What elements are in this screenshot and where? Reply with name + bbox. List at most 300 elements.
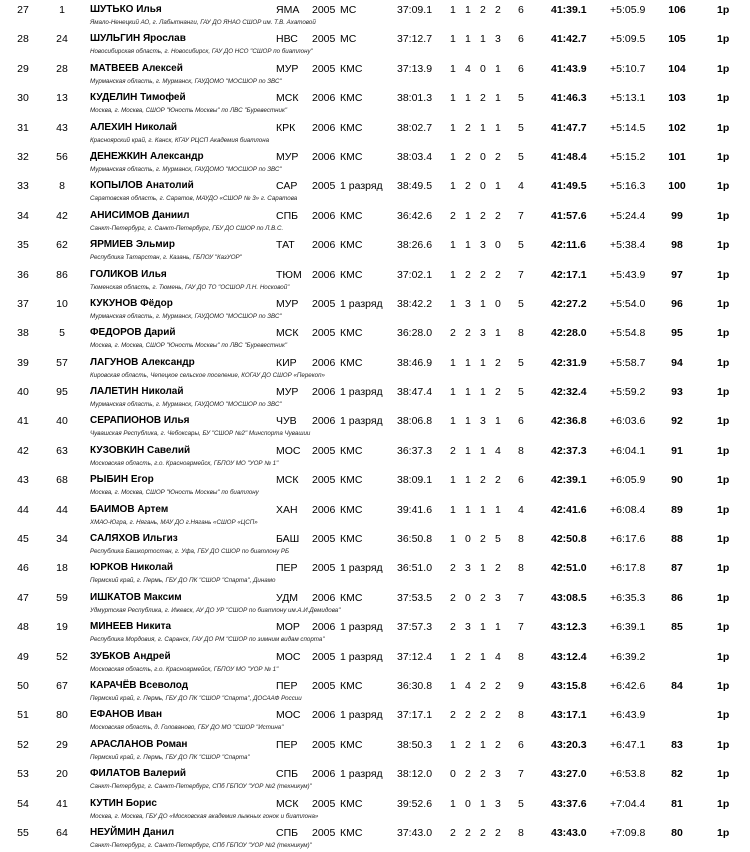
place-cell: 37 <box>17 297 29 310</box>
table-row <box>0 235 750 264</box>
bib-cell: 8 <box>59 180 65 193</box>
shooting-stage-misses: 1 <box>450 503 456 516</box>
shooting-stage-misses: 2 <box>450 826 456 839</box>
penalty-total-cell: 6 <box>518 474 524 487</box>
shooting-stage-misses: 2 <box>495 679 501 692</box>
result-time-cell: 41:48.4 <box>551 150 587 163</box>
region-cell: СПБ <box>276 768 299 781</box>
shooting-stage-misses: 1 <box>465 356 471 369</box>
club-info: Ямало-Ненецкий АО, г. Лабытнанги, ГАУ ДО ЯНАО СШОР им. Т.В. Ахатовой <box>90 19 316 26</box>
points-cell: 90 <box>671 474 683 487</box>
shooting-stage-misses: 0 <box>480 180 486 193</box>
athlete-name: МАТВЕЕВ Алексей <box>90 62 183 74</box>
table-row <box>0 617 750 646</box>
result-time-cell: 43:43.0 <box>551 826 587 839</box>
table-row <box>0 735 750 764</box>
category-cell: 1р <box>717 209 730 222</box>
penalty-total-cell: 5 <box>518 797 524 810</box>
shooting-stage-misses: 2 <box>480 768 486 781</box>
region-cell: БАШ <box>276 533 300 546</box>
points-cell: 104 <box>668 62 686 75</box>
table-row <box>0 411 750 440</box>
table-row <box>0 0 750 29</box>
bib-cell: 67 <box>56 679 68 692</box>
club-info: Москва, г. Москва, СШОР "Юность Москвы" по ЛВС "Буревестник" <box>90 342 288 350</box>
athlete-name: ФЕДОРОВ Дарий <box>90 327 176 339</box>
shooting-misses <box>450 592 510 604</box>
region-cell: КИР <box>276 356 297 369</box>
birth-year-cell: 2006 <box>312 209 336 222</box>
points-cell: 105 <box>668 33 686 46</box>
penalty-total-cell: 7 <box>518 268 524 281</box>
sport-rank-cell: МС <box>340 33 357 46</box>
result-time-cell: 42:41.6 <box>551 503 587 516</box>
club-info: Пермский край, г. Пермь, ГБУ ДО ПК "СШОР "Спарта", Динамо <box>90 577 276 585</box>
table-row <box>0 265 750 294</box>
penalty-total-cell: 5 <box>518 386 524 399</box>
shooting-stage-misses: 1 <box>450 533 456 546</box>
bib-cell: 5 <box>59 327 65 340</box>
shooting-stage-misses: 3 <box>465 621 471 634</box>
birth-year-cell: 2005 <box>312 797 336 810</box>
points-cell: 89 <box>671 503 683 516</box>
shooting-stage-misses: 2 <box>465 150 471 163</box>
shooting-stage-misses: 3 <box>495 768 501 781</box>
birth-year-cell: 2006 <box>312 356 336 369</box>
bib-cell: 24 <box>56 33 68 46</box>
athlete-name: ИШКАТОВ Максим <box>90 591 182 603</box>
athlete-name: КУКУНОВ Фёдор <box>90 297 173 309</box>
shooting-misses <box>450 180 510 192</box>
shooting-stage-misses: 1 <box>480 621 486 634</box>
club-info: Новосибирская область, г. Новосибирск, ГАУ ДО НСО "СШОР по биатлону" <box>90 48 313 56</box>
time-gap-cell: +5:14.5 <box>610 121 646 134</box>
athlete-name: КУТИН Борис <box>90 797 157 809</box>
shooting-stage-misses: 0 <box>450 768 456 781</box>
category-cell: 1р <box>717 768 730 781</box>
penalty-total-cell: 6 <box>518 33 524 46</box>
shooting-misses <box>450 210 510 222</box>
sport-rank-cell: КМС <box>340 797 363 810</box>
place-cell: 41 <box>17 415 29 428</box>
birth-year-cell: 2006 <box>312 503 336 516</box>
region-cell: МСК <box>276 797 299 810</box>
course-time-cell: 37:17.1 <box>397 709 433 722</box>
region-cell: МСК <box>276 474 299 487</box>
club-info: Саратовская область, г. Саратов, МАУДО «СШОР № 3» г. Саратова <box>90 195 298 203</box>
shooting-stage-misses: 2 <box>495 709 501 722</box>
club-info: Республика Татарстан, г. Казань, ГБПОУ "КазУОР" <box>90 254 242 262</box>
time-gap-cell: +6:43.9 <box>610 709 646 722</box>
shooting-stage-misses: 2 <box>450 209 456 222</box>
category-cell: 1р <box>717 533 730 546</box>
result-time-cell: 42:36.8 <box>551 415 587 428</box>
penalty-total-cell: 4 <box>518 180 524 193</box>
sport-rank-cell: КМС <box>340 62 363 75</box>
shooting-stage-misses: 0 <box>480 150 486 163</box>
shooting-stage-misses: 0 <box>465 591 471 604</box>
table-row <box>0 88 750 117</box>
course-time-cell: 38:49.5 <box>397 180 433 193</box>
shooting-stage-misses: 2 <box>480 709 486 722</box>
bib-cell: 62 <box>56 239 68 252</box>
bib-cell: 64 <box>56 826 68 839</box>
time-gap-cell: +5:54.8 <box>610 327 646 340</box>
category-cell: 1р <box>717 826 730 839</box>
club-info: Санкт-Петербург, г. Санкт-Петербург, СПб ГБПОУ "УОР №2 (техникум)" <box>90 783 312 791</box>
shooting-stage-misses: 2 <box>450 709 456 722</box>
shooting-stage-misses: 2 <box>465 268 471 281</box>
sport-rank-cell: 1 разряд <box>340 415 383 428</box>
course-time-cell: 37:43.0 <box>397 826 433 839</box>
region-cell: МОС <box>276 650 301 663</box>
course-time-cell: 36:37.3 <box>397 444 433 457</box>
club-info: Санкт-Петербург, г. Санкт-Петербург, ГБУ ДО СШОР по Л.В.С. <box>90 224 284 232</box>
shooting-misses <box>450 798 510 810</box>
points-cell: 99 <box>671 209 683 222</box>
place-cell: 43 <box>17 474 29 487</box>
bib-cell: 13 <box>56 92 68 105</box>
category-cell: 1р <box>717 503 730 516</box>
shooting-stage-misses: 2 <box>480 474 486 487</box>
region-cell: КРК <box>276 121 296 134</box>
bib-cell: 10 <box>56 297 68 310</box>
shooting-stage-misses: 3 <box>480 415 486 428</box>
course-time-cell: 38:50.3 <box>397 738 433 751</box>
points-cell: 94 <box>671 356 683 369</box>
bib-cell: 34 <box>56 533 68 546</box>
place-cell: 34 <box>17 209 29 222</box>
category-cell: 1р <box>717 62 730 75</box>
points-cell: 92 <box>671 415 683 428</box>
penalty-total-cell: 8 <box>518 826 524 839</box>
bib-cell: 43 <box>56 121 68 134</box>
shooting-stage-misses: 1 <box>450 356 456 369</box>
club-info: Пермский край, г. Пермь, ГБУ ДО ПК "СШОР "Спарта" <box>90 753 250 761</box>
athlete-name: МИНЕЕВ Никита <box>90 621 172 633</box>
sport-rank-cell: КМС <box>340 209 363 222</box>
bib-cell: 28 <box>56 62 68 75</box>
shooting-misses <box>450 562 510 574</box>
shooting-stage-misses: 2 <box>465 709 471 722</box>
place-cell: 40 <box>17 386 29 399</box>
shooting-stage-misses: 1 <box>480 356 486 369</box>
shooting-stage-misses: 1 <box>450 33 456 46</box>
bib-cell: 68 <box>56 474 68 487</box>
shooting-stage-misses: 2 <box>480 268 486 281</box>
shooting-stage-misses: 4 <box>465 62 471 75</box>
result-time-cell: 42:31.9 <box>551 356 587 369</box>
sport-rank-cell: 1 разряд <box>340 709 383 722</box>
shooting-stage-misses: 1 <box>465 209 471 222</box>
birth-year-cell: 2005 <box>312 444 336 457</box>
time-gap-cell: +5:13.1 <box>610 92 646 105</box>
category-cell: 1р <box>717 297 730 310</box>
bib-cell: 63 <box>56 444 68 457</box>
sport-rank-cell: 1 разряд <box>340 650 383 663</box>
place-cell: 32 <box>17 150 29 163</box>
region-cell: СПБ <box>276 826 299 839</box>
table-row <box>0 588 750 617</box>
points-cell: 86 <box>671 591 683 604</box>
time-gap-cell: +5:16.3 <box>610 180 646 193</box>
bib-cell: 41 <box>56 797 68 810</box>
bib-cell: 57 <box>56 356 68 369</box>
athlete-name: КУЗОВКИН Савелий <box>90 444 191 456</box>
place-cell: 45 <box>17 533 29 546</box>
birth-year-cell: 2005 <box>312 738 336 751</box>
club-info: Кировская область, Чепецкое сельское поселение, КОГАУ ДО СШОР «Перекоп» <box>90 371 325 379</box>
shooting-stage-misses: 1 <box>450 386 456 399</box>
time-gap-cell: +6:04.1 <box>610 444 646 457</box>
athlete-name: ЮРКОВ Николай <box>90 562 174 574</box>
shooting-stage-misses: 2 <box>495 4 501 16</box>
time-gap-cell: +5:59.2 <box>610 386 646 399</box>
result-time-cell: 43:17.1 <box>551 709 587 722</box>
result-time-cell: 43:20.3 <box>551 738 587 751</box>
result-time-cell: 43:12.3 <box>551 621 587 634</box>
shooting-misses <box>450 327 510 339</box>
sport-rank-cell: 1 разряд <box>340 297 383 310</box>
penalty-total-cell: 6 <box>518 4 524 16</box>
club-info: Мурманская область, г. Мурманск, ГАУДОМО "МОСШОР по ЗВС" <box>90 165 282 173</box>
category-cell: 1р <box>717 386 730 399</box>
points-cell: 83 <box>671 738 683 751</box>
shooting-stage-misses: 1 <box>495 62 501 75</box>
points-cell: 91 <box>671 444 683 457</box>
category-cell: 1р <box>717 150 730 163</box>
shooting-stage-misses: 2 <box>495 386 501 399</box>
sport-rank-cell: МС <box>340 4 357 16</box>
shooting-stage-misses: 1 <box>450 797 456 810</box>
shooting-stage-misses: 1 <box>450 297 456 310</box>
sport-rank-cell: 1 разряд <box>340 562 383 575</box>
athlete-name: АНИСИМОВ Даниил <box>90 209 190 221</box>
birth-year-cell: 2006 <box>312 121 336 134</box>
shooting-stage-misses: 1 <box>450 738 456 751</box>
shooting-stage-misses: 1 <box>450 268 456 281</box>
club-info: Пермский край, г. Пермь, ГБУ ДО ПК "СШОР "Спарта", ДОСААФ России <box>90 694 302 702</box>
points-cell: 96 <box>671 297 683 310</box>
table-row <box>0 294 750 323</box>
shooting-stage-misses: 1 <box>450 92 456 105</box>
time-gap-cell: +5:24.4 <box>610 209 646 222</box>
course-time-cell: 37:13.9 <box>397 62 433 75</box>
course-time-cell: 39:41.6 <box>397 503 433 516</box>
athlete-name: БАИМОВ Артем <box>90 503 169 515</box>
shooting-stage-misses: 2 <box>480 533 486 546</box>
shooting-stage-misses: 4 <box>465 679 471 692</box>
shooting-stage-misses: 3 <box>480 327 486 340</box>
penalty-total-cell: 8 <box>518 562 524 575</box>
region-cell: НВС <box>276 33 298 46</box>
place-cell: 35 <box>17 239 29 252</box>
place-cell: 38 <box>17 327 29 340</box>
athlete-name: КАРАЧЁВ Всеволод <box>90 679 189 691</box>
shooting-stage-misses: 1 <box>465 444 471 457</box>
result-time-cell: 41:57.6 <box>551 209 587 222</box>
points-cell: 84 <box>671 679 683 692</box>
shooting-stage-misses: 3 <box>495 33 501 46</box>
bib-cell: 44 <box>56 503 68 516</box>
region-cell: УДМ <box>276 591 299 604</box>
athlete-name: ЛАЛЕТИН Николай <box>90 386 184 398</box>
points-cell: 97 <box>671 268 683 281</box>
shooting-stage-misses: 1 <box>495 327 501 340</box>
birth-year-cell: 2005 <box>312 62 336 75</box>
course-time-cell: 38:01.3 <box>397 92 433 105</box>
shooting-stage-misses: 1 <box>450 150 456 163</box>
place-cell: 36 <box>17 268 29 281</box>
athlete-name: РЫБИН Егор <box>90 474 154 486</box>
result-time-cell: 41:49.5 <box>551 180 587 193</box>
time-gap-cell: +6:42.6 <box>610 679 646 692</box>
shooting-stage-misses: 1 <box>480 121 486 134</box>
shooting-stage-misses: 1 <box>480 797 486 810</box>
shooting-stage-misses: 2 <box>495 150 501 163</box>
category-cell: 1р <box>717 4 730 16</box>
table-row <box>0 29 750 58</box>
table-row <box>0 353 750 382</box>
region-cell: МСК <box>276 92 299 105</box>
table-row <box>0 441 750 470</box>
course-time-cell: 37:57.3 <box>397 621 433 634</box>
athlete-name: АРАСЛАНОВ Роман <box>90 738 188 750</box>
shooting-stage-misses: 2 <box>495 738 501 751</box>
result-time-cell: 42:17.1 <box>551 268 587 281</box>
shooting-misses <box>450 533 510 545</box>
category-cell: 1р <box>717 709 730 722</box>
sport-rank-cell: 1 разряд <box>340 621 383 634</box>
birth-year-cell: 2006 <box>312 768 336 781</box>
shooting-misses <box>450 4 510 16</box>
shooting-stage-misses: 2 <box>450 562 456 575</box>
result-time-cell: 42:32.4 <box>551 386 587 399</box>
penalty-total-cell: 4 <box>518 503 524 516</box>
category-cell: 1р <box>717 33 730 46</box>
shooting-misses <box>450 357 510 369</box>
penalty-total-cell: 9 <box>518 679 524 692</box>
table-row <box>0 323 750 352</box>
result-time-cell: 43:37.6 <box>551 797 587 810</box>
shooting-stage-misses: 0 <box>465 797 471 810</box>
sport-rank-cell: КМС <box>340 92 363 105</box>
birth-year-cell: 2005 <box>312 4 336 16</box>
birth-year-cell: 2005 <box>312 327 336 340</box>
athlete-name: САЛЯХОВ Ильгиз <box>90 533 178 545</box>
shooting-stage-misses: 2 <box>465 121 471 134</box>
category-cell: 1р <box>717 621 730 634</box>
shooting-stage-misses: 1 <box>480 297 486 310</box>
shooting-stage-misses: 1 <box>465 4 471 16</box>
shooting-stage-misses: 1 <box>495 503 501 516</box>
shooting-stage-misses: 2 <box>465 826 471 839</box>
place-cell: 33 <box>17 180 29 193</box>
shooting-misses <box>450 621 510 633</box>
birth-year-cell: 2006 <box>312 709 336 722</box>
shooting-stage-misses: 1 <box>450 415 456 428</box>
place-cell: 27 <box>17 4 29 16</box>
place-cell: 52 <box>17 738 29 751</box>
course-time-cell: 36:30.8 <box>397 679 433 692</box>
shooting-stage-misses: 1 <box>450 62 456 75</box>
shooting-stage-misses: 2 <box>465 327 471 340</box>
shooting-misses <box>450 709 510 721</box>
shooting-misses <box>450 33 510 45</box>
time-gap-cell: +5:15.2 <box>610 150 646 163</box>
shooting-stage-misses: 1 <box>450 474 456 487</box>
table-row <box>0 206 750 235</box>
shooting-misses <box>450 63 510 75</box>
shooting-stage-misses: 4 <box>495 444 501 457</box>
course-time-cell: 38:26.6 <box>397 239 433 252</box>
shooting-stage-misses: 0 <box>495 239 501 252</box>
shooting-stage-misses: 3 <box>495 591 501 604</box>
penalty-total-cell: 8 <box>518 444 524 457</box>
sport-rank-cell: КМС <box>340 591 363 604</box>
course-time-cell: 36:50.8 <box>397 533 433 546</box>
penalty-total-cell: 5 <box>518 92 524 105</box>
table-row <box>0 764 750 793</box>
shooting-stage-misses: 1 <box>450 239 456 252</box>
points-cell: 106 <box>668 4 686 16</box>
result-time-cell: 43:15.8 <box>551 679 587 692</box>
athlete-name: ШУТЬКО Илья <box>90 4 162 15</box>
place-cell: 31 <box>17 121 29 134</box>
course-time-cell: 38:03.4 <box>397 150 433 163</box>
penalty-total-cell: 5 <box>518 239 524 252</box>
shooting-stage-misses: 1 <box>465 239 471 252</box>
region-cell: ЧУВ <box>276 415 297 428</box>
time-gap-cell: +6:39.2 <box>610 650 646 663</box>
shooting-stage-misses: 2 <box>495 356 501 369</box>
club-info: Удмуртская Республика, г. Ижевск, АУ ДО УР "СШОР по биатлону им.А.И.Демидова" <box>90 606 341 614</box>
sport-rank-cell: КМС <box>340 533 363 546</box>
sport-rank-cell: КМС <box>340 474 363 487</box>
shooting-stage-misses: 2 <box>480 4 486 16</box>
table-row <box>0 118 750 147</box>
course-time-cell: 38:06.8 <box>397 415 433 428</box>
shooting-stage-misses: 2 <box>495 562 501 575</box>
time-gap-cell: +6:17.8 <box>610 562 646 575</box>
shooting-stage-misses: 2 <box>480 591 486 604</box>
shooting-stage-misses: 1 <box>450 679 456 692</box>
region-cell: ПЕР <box>276 562 298 575</box>
result-time-cell: 41:43.9 <box>551 62 587 75</box>
bib-cell: 59 <box>56 591 68 604</box>
region-cell: ТЮМ <box>276 268 302 281</box>
course-time-cell: 38:47.4 <box>397 386 433 399</box>
birth-year-cell: 2006 <box>312 591 336 604</box>
course-time-cell: 37:12.4 <box>397 650 433 663</box>
time-gap-cell: +7:04.4 <box>610 797 646 810</box>
birth-year-cell: 2005 <box>312 826 336 839</box>
course-time-cell: 37:12.7 <box>397 33 433 46</box>
shooting-stage-misses: 1 <box>495 121 501 134</box>
sport-rank-cell: 1 разряд <box>340 386 383 399</box>
shooting-misses <box>450 151 510 163</box>
shooting-stage-misses: 1 <box>480 444 486 457</box>
course-time-cell: 36:42.6 <box>397 209 433 222</box>
athlete-name: ЯРМИЕВ Эльмир <box>90 239 175 251</box>
club-info: Московская область, д. Голованово, ГБУ ДО МО "СШОР "Истина" <box>90 724 284 732</box>
table-row <box>0 705 750 734</box>
penalty-total-cell: 6 <box>518 738 524 751</box>
region-cell: ЯМА <box>276 4 300 16</box>
shooting-misses <box>450 445 510 457</box>
result-time-cell: 43:12.4 <box>551 650 587 663</box>
table-row <box>0 176 750 205</box>
